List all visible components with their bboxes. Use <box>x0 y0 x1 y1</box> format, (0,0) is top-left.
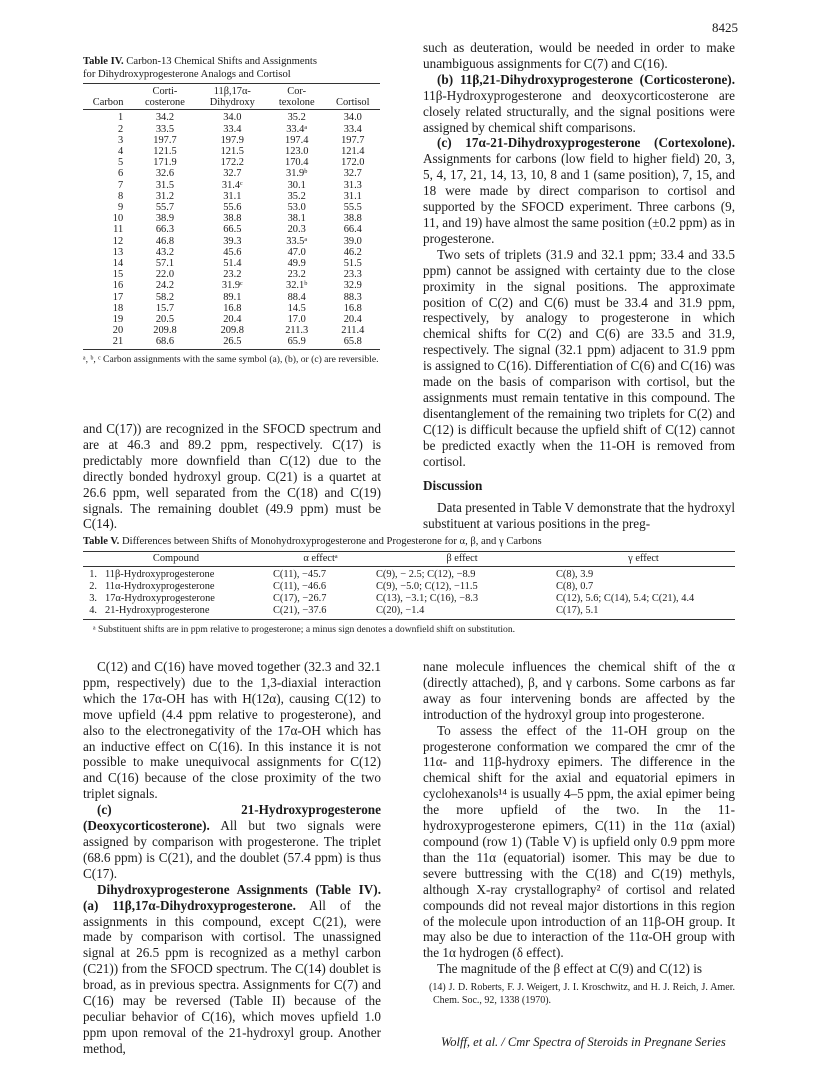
table-iv-top-rule <box>83 83 380 84</box>
table-v-cell: C(9), − 2.5; C(12), −8.9 <box>376 569 476 580</box>
table-iv-cell: 15 <box>112 269 124 281</box>
table-iv-cell: 197.7 <box>341 134 365 146</box>
table-v-cell: C(20), −1.4 <box>376 605 425 616</box>
cortexolone-heading: (c) 17α-21-Dihydroxyprogesterone (Cortexolone). <box>437 135 735 151</box>
table-iv-cell: 1 <box>117 112 124 124</box>
deoxycorticosterone-heading: (c) 21-Hydroxyprogesterone (Deoxycorticosterone). <box>83 802 381 834</box>
table-iv-row <box>83 124 380 135</box>
table-iv-col-carbon: Carbon <box>92 97 124 109</box>
table-iv-cell: 31.9ᵇ <box>286 168 308 180</box>
table-v-cell: C(13), −3.1; C(16), −8.3 <box>376 593 479 604</box>
reference-14: (14) J. D. Roberts, F. J. Weigert, J. I. Kroschwitz, and H. J. Reich, J. Amer. Chem. Soc., 92, 1338 (1970). <box>429 982 735 1006</box>
table-iv-cell: 88.4 <box>287 291 306 303</box>
table-iv-cell: 7 <box>117 179 124 191</box>
table-iv-cell: 23.2 <box>223 269 242 281</box>
table-v-cell: 11α-Hydroxyprogesterone <box>105 581 215 592</box>
running-footer: Wolff, et al. / Cmr Spectra of Steroids in Pregnane Series <box>441 1035 726 1049</box>
dihydroxy-assignments-heading: Dihydroxyprogesterone Assignments (Table IV). (a) 11β,17α-Dihydroxyprogesterone. <box>83 881 381 913</box>
table-iv-cell: 197.4 <box>285 134 309 146</box>
table-iv-cell: 66.4 <box>343 224 362 236</box>
table-iv-cell: 51.4 <box>223 258 242 270</box>
table-v-row <box>83 569 735 581</box>
table-v-cell: 2. <box>89 581 97 592</box>
table-iv-cell: 14.5 <box>287 302 306 314</box>
table-iv-row <box>83 280 380 291</box>
table-iv-label: Table IV. <box>83 56 124 67</box>
table-iv-cell: 65.8 <box>343 336 362 348</box>
table-iv-cell: 33.4 <box>223 123 242 135</box>
table-iv-cell: 38.1 <box>287 213 306 225</box>
table-v-col-beta: β effect <box>446 553 478 564</box>
table-iv-cell: 10 <box>112 213 124 225</box>
table-iv-row <box>83 325 380 336</box>
table-iv-row <box>83 292 380 303</box>
table-iv-col-corticosterone: Corti- costerone <box>145 86 185 109</box>
table-iv-caption-line2: for Dihydroxyprogesterone Analogs and Cortisol <box>83 69 291 80</box>
table-iv-cell: 8 <box>117 190 124 202</box>
table-iv-cell: 5 <box>117 157 124 169</box>
table-iv-cell: 172.0 <box>341 157 365 169</box>
table-iv-cell: 55.5 <box>343 202 362 214</box>
table-iv-cell: 172.2 <box>220 157 244 169</box>
left-bottom-p1: C(12) and C(16) have moved together (32.3 and 32.1 ppm, respectively) due to the 1,3-diaxial interaction which the 17α-OH has with H(12α), causing C(12) to move upfield (4.4 ppm relative to progesterone), and also to the electronegativity of the 17α-OH which has an inductive effect on C(16). In this instance it is not possible to make unequivocal assignments for C(12) and C(16) because of the close proximity of the two triplet signals. <box>83 659 381 802</box>
table-iv-cell: 22.0 <box>155 269 175 281</box>
table-iv-cell: 30.1 <box>287 179 306 191</box>
table-iv-row <box>83 146 380 157</box>
table-iv-row <box>83 258 380 269</box>
table-v-cell: C(17), −26.7 <box>273 593 327 604</box>
table-iv-cell: 2 <box>117 123 124 135</box>
table-iv-cell: 38.9 <box>155 213 175 225</box>
table-iv-cell: 55.6 <box>223 202 242 214</box>
table-v-cell: 17α-Hydroxyprogesterone <box>105 593 215 604</box>
table-iv-cell: 20.5 <box>155 314 175 326</box>
table-iv-cell: 13 <box>112 246 124 258</box>
table-iv-cell: 4 <box>117 146 124 158</box>
table-v-cell: C(11), −45.7 <box>273 569 327 580</box>
table-v-cell: C(21), −37.6 <box>273 605 327 616</box>
table-iv-cell: 49.9 <box>287 258 306 270</box>
table-iv-cell: 31.9ᶜ <box>221 280 243 292</box>
table-iv-row <box>83 157 380 168</box>
table-iv-cell: 31.3 <box>343 179 362 191</box>
table-iv-cell: 20 <box>112 325 124 337</box>
table-iv-cell: 19 <box>112 314 124 326</box>
table-iv-row <box>83 180 380 191</box>
right-bottom-p3: The magnitude of the β effect at C(9) and C(12) is <box>437 961 703 977</box>
table-v-cell: 21-Hydroxyprogesterone <box>105 605 210 616</box>
table-iv-cell: 31.4ᶜ <box>221 179 243 191</box>
table-iv-bottom-rule <box>83 349 380 350</box>
table-iv-caption <box>83 55 380 81</box>
table-v-col-alpha: α effectᵃ <box>303 553 338 564</box>
table-iv-row <box>83 168 380 179</box>
table-iv-cell: 89.1 <box>223 291 242 303</box>
table-v-caption: Table V. Differences between Shifts of Monohydroxyprogesterone and Progesterone for α, β, and γ Carbons <box>83 536 542 547</box>
table-iv-cell: 88.3 <box>343 291 362 303</box>
table-iv-cell: 197.7 <box>153 134 177 146</box>
table-iv-cell: 66.5 <box>223 224 242 236</box>
table-iv-row <box>83 112 380 123</box>
table-iv-cell: 46.8 <box>155 235 175 247</box>
table-iv-cell: 31.1 <box>343 190 362 202</box>
table-iv-col-dihydroxy: 11β,17α- Dihydroxy <box>209 86 255 109</box>
right-bottom-p1: nane molecule influences the chemical shift of the α (directly attached), β, and γ carbons. Some carbons as far away as four intervening bonds are affected by the introduction of the hydroxyl group into progesterone. <box>423 659 735 722</box>
table-iv-cell: 33.5 <box>155 123 175 135</box>
table-iv-cell: 55.7 <box>155 202 175 214</box>
table-iv-cell: 34.0 <box>343 112 362 124</box>
table-iv-cell: 209.8 <box>220 325 244 337</box>
table-iv-row <box>83 269 380 280</box>
right-bottom-p2: To assess the effect of the 11-OH group on the progesterone conformation we compared the cmr of the 11α- and 11β-hydroxy epimers. The difference in the chemical shift for the axial and equatorial epimers in cyclohexanols¹⁴ is usually 4–5 ppm, the axial epimer being the more upfield of the two. In the 11-hydroxyprogesterone epimers, C(11) in the 11α (axial) compound (row 1) (Table V) is upfield only 0.9 ppm more than the 11α (equatorial) isomer. This may be due to severe buttressing with the C(18) and C(19) methyls, although X-ray crystallography² of cortisol and related compounds did not reveal major distortions in this region of the molecule upon introduction of an 11β-OH group. It may also be due to interaction of the 11α-OH group with the 1α hydrogen (δ effect). <box>423 722 735 961</box>
table-iv-cell: 32.6 <box>155 168 175 180</box>
left-bottom-column <box>83 659 381 1057</box>
table-iv-cell: 121.5 <box>220 146 244 158</box>
table-iv-cell: 66.3 <box>155 224 175 236</box>
table-v-footnote: ᵃ Substituent shifts are in ppm relative to progesterone; a minus sign denotes a downfield shift on substitution. <box>93 624 516 635</box>
table-iv-cell: 31.2 <box>155 190 175 202</box>
table-iv <box>83 55 380 366</box>
table-iv-row <box>83 224 380 235</box>
table-v <box>83 535 735 636</box>
table-iv-row <box>83 135 380 146</box>
table-iv-row <box>83 314 380 325</box>
table-iv-cell: 16.8 <box>223 302 242 314</box>
table-v-cell: C(8), 0.7 <box>556 581 594 592</box>
table-iv-cell: 39.0 <box>343 235 362 247</box>
table-iv-cell: 38.8 <box>343 213 362 225</box>
table-iv-cell: 15.7 <box>155 302 175 314</box>
table-v-cell: 3. <box>89 593 97 604</box>
table-v-cell: C(17), 5.1 <box>556 605 599 616</box>
table-iv-cell: 121.5 <box>153 146 177 158</box>
table-iv-cell: 32.7 <box>223 168 242 180</box>
left-bottom-p3: Dihydroxyprogesterone Assignments (Table IV). (a) 11β,17α-Dihydroxyprogesterone. All of the assignments in this compound, except C(21), were made by comparison with cortisol. The unassigned signal at 26.5 ppm is recognized as a methyl carbon (C21)) from the SFOCD spectrum. The C(14) doublet is broad, as in previous spectra. Assignments for C(7) and C(16) may be reversed (Table II) because of the peculiar behavior of C(16), which moves upfield 1.0 ppm upon removal of the 21-hydroxyl group. Another method, <box>83 881 381 1056</box>
table-v-cell: 4. <box>89 605 97 616</box>
table-iv-cell: 12 <box>112 235 124 247</box>
table-iv-cell: 23.3 <box>343 269 362 281</box>
table-iv-cell: 33.4ᵃ <box>286 123 308 135</box>
table-iv-cell: 20.4 <box>343 314 362 326</box>
table-iv-row <box>83 191 380 202</box>
table-iv-cell: 57.1 <box>155 258 175 270</box>
right-top-p4: Two sets of triplets (31.9 and 32.1 ppm; 33.4 and 33.5 ppm) cannot be assigned with certainty due to the close proximity in the signal positions. The approximate position of C(2) and C(6) must be 33.4 and 31.9 ppm, respectively, by analogy to progesterone in which chemical shifts for C(2) and C(6) are 33.5 and 31.9, respectively. The signal (32.1 ppm) adjacent to 31.9 ppm is assigned to C(16). Differentiation of C(6) and C(16) was made on the basis of comparison with cortisol, but the assignments must remain tentative in this compound. The disentanglement of the remaining two triplets for C(2) and C(12) is difficult because the upfield shift of C(12) cannot be predicted exactly when the 11-OH is removed from cortisol. <box>423 246 735 469</box>
table-iv-row <box>83 336 380 347</box>
table-iv-cell: 123.0 <box>285 146 309 158</box>
table-v-col-gamma: γ effect <box>628 553 659 564</box>
table-iv-cell: 31.5 <box>155 179 175 191</box>
table-iv-header-row <box>83 86 380 108</box>
right-top-p3: (c) 17α-21-Dihydroxyprogesterone (Cortexolone). Assignments for carbons (low field to higher field) 20, 3, 5, 4, 17, 21, 14, 13, 10, 8 and 1 (same position), 7, 15, and 18 were made by direct comparison to cortisol and supported by the SFOCD experiment. Three carbons (9, 11, and 19) have almost the same position (±0.2 ppm) as in progesterone. <box>423 135 735 246</box>
table-iv-cell: 31.1 <box>223 190 242 202</box>
right-top-column <box>423 40 735 532</box>
table-iv-cell: 51.5 <box>343 258 362 270</box>
table-v-cell: C(8), 3.9 <box>556 569 594 580</box>
left-top-paragraph: and C(17)) are recognized in the SFOCD spectrum and are at 46.3 and 89.2 ppm, respectively. C(17) is predictably more downfield than C(12) due to the directly bonded hydroxyl group. C(21) is a quartet at 26.6 ppm, well separated from the C(18) and C(19) signals. The remaining doublet (49.9 ppm) must be C(14). <box>83 421 381 532</box>
table-iv-cell: 26.5 <box>223 336 242 348</box>
table-iv-grid <box>83 86 380 348</box>
table-iv-cell: 34.2 <box>155 112 175 124</box>
table-v-cell: 11β-Hydroxyprogesterone <box>105 569 215 580</box>
table-iv-row <box>83 247 380 258</box>
table-iv-cell: 38.8 <box>223 213 242 225</box>
table-iv-cell: 65.9 <box>287 336 306 348</box>
table-v-row <box>83 593 735 605</box>
table-iv-cell: 9 <box>117 202 124 214</box>
table-iv-cell: 14 <box>112 258 124 270</box>
table-iv-col-cortisol: Cortisol <box>336 97 370 109</box>
discussion-heading: Discussion <box>423 478 483 494</box>
table-iv-cell: 21 <box>112 336 124 348</box>
table-iv-cell: 11 <box>113 224 124 236</box>
table-iv-cell: 32.9 <box>343 280 362 292</box>
table-iv-cell: 46.2 <box>343 246 362 258</box>
table-v-cell: 1. <box>89 569 97 580</box>
table-iv-caption-line1: Carbon-13 Chemical Shifts and Assignments <box>126 56 317 67</box>
page-number: 8425 <box>712 20 738 35</box>
table-iv-cell: 170.4 <box>285 157 309 169</box>
table-iv-cell: 39.3 <box>223 235 242 247</box>
table-iv-col-cortexolone: Cor- texolone <box>278 86 315 109</box>
table-iv-cell: 209.8 <box>153 325 177 337</box>
table-iv-cell: 16.8 <box>343 302 362 314</box>
table-iv-cell: 211.3 <box>285 325 309 337</box>
table-iv-footnote: ᵃ, ᵇ, ᶜ Carbon assignments with the same symbol (a), (b), or (c) are reversible. <box>83 353 379 365</box>
table-iv-cell: 68.6 <box>155 336 175 348</box>
table-iv-cell: 53.0 <box>287 202 306 214</box>
table-iv-cell: 47.0 <box>287 246 306 258</box>
table-iv-cell: 23.2 <box>287 269 306 281</box>
table-v-header-row <box>83 553 735 565</box>
table-iv-cell: 171.9 <box>153 157 177 169</box>
table-iv-cell: 32.7 <box>343 168 362 180</box>
right-top-p1: such as deuteration, would be needed in order to make unambiguous assignments for C(7) and C(16). <box>423 40 735 71</box>
table-iv-cell: 18 <box>112 302 124 314</box>
right-top-p2: (b) 11β,21-Dihydroxyprogesterone (Corticosterone). 11β-Hydroxyprogesterone and deoxycorticosterone are closely related structurally, and the signal positions were assigned by chemical shift comparisons. <box>423 71 735 135</box>
table-iv-cell: 20.4 <box>223 314 242 326</box>
corticosterone-heading: (b) 11β,21-Dihydroxyprogesterone (Corticosterone). <box>437 71 735 87</box>
table-iv-row <box>83 303 380 314</box>
table-iv-cell: 35.2 <box>287 190 306 202</box>
table-iv-cell: 33.5ᵃ <box>286 235 308 247</box>
table-iv-row <box>83 213 380 224</box>
table-v-cell: C(11), −46.6 <box>273 581 327 592</box>
table-iv-cell: 32.1ᵇ <box>286 280 308 292</box>
right-bottom-column <box>423 659 735 1007</box>
table-iv-cell: 17 <box>112 291 124 303</box>
table-v-row <box>83 581 735 593</box>
table-v-col-compound: Compound <box>152 553 200 564</box>
table-iv-cell: 121.4 <box>341 146 365 158</box>
table-iv-row <box>83 236 380 247</box>
table-iv-row <box>83 202 380 213</box>
table-iv-cell: 35.2 <box>287 112 306 124</box>
table-iv-cell: 45.6 <box>223 246 242 258</box>
table-iv-cell: 211.4 <box>341 325 365 337</box>
table-iv-cell: 43.2 <box>155 246 175 258</box>
table-iv-cell: 3 <box>117 134 124 146</box>
table-v-label: Table V. <box>83 536 120 547</box>
table-v-grid <box>83 553 735 617</box>
right-top-p5: Data presented in Table V demonstrate that the hydroxyl substituent at various positions in the preg- <box>423 500 735 532</box>
left-bottom-p2: (c) 21-Hydroxyprogesterone (Deoxycorticosterone). All but two signals were assigned by comparison with progesterone. The triplet (68.6 ppm) is C(21), and the doublet (57.4 ppm) is thus C(17). <box>83 802 381 881</box>
table-iv-cell: 197.9 <box>220 134 244 146</box>
table-iv-cell: 17.0 <box>287 314 306 326</box>
table-iv-cell: 58.2 <box>155 291 175 303</box>
table-iv-cell: 20.3 <box>287 224 306 236</box>
table-v-cell: C(12), 5.6; C(14), 5.4; C(21), 4.4 <box>556 593 695 604</box>
table-iv-cell: 24.2 <box>155 280 175 292</box>
table-iv-cell: 16 <box>112 280 124 292</box>
table-iv-cell: 6 <box>117 168 124 180</box>
table-iv-cell: 33.4 <box>343 123 362 135</box>
table-v-cell: C(9), −5.0; C(12), −11.5 <box>376 581 478 592</box>
table-iv-cell: 34.0 <box>223 112 242 124</box>
table-v-row <box>83 605 735 617</box>
left-top-column <box>83 421 381 532</box>
